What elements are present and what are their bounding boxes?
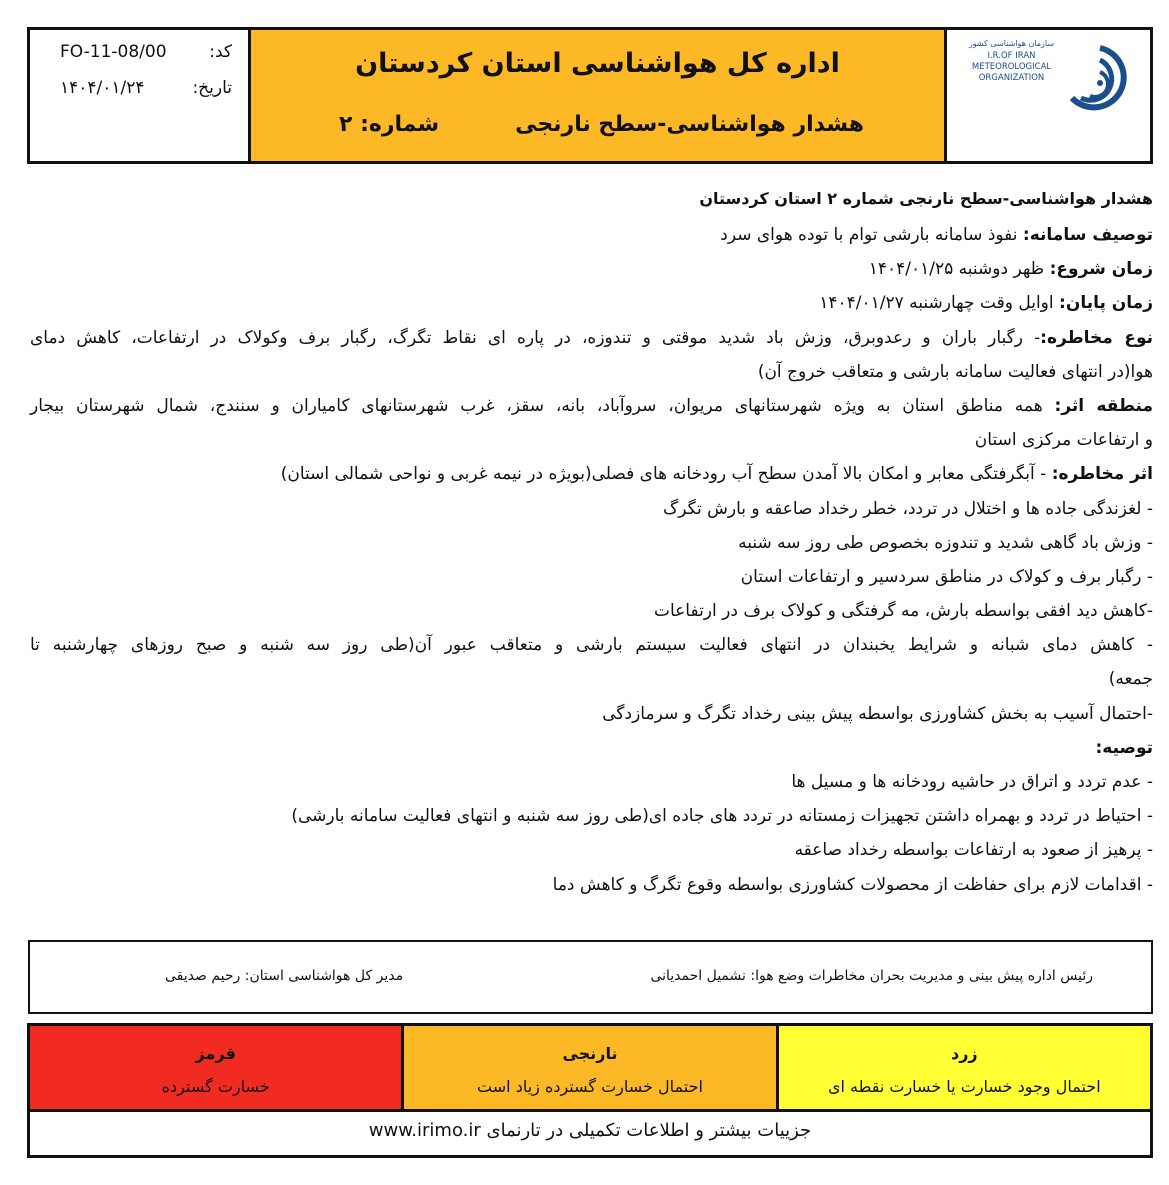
logo-fa-text: سازمان هواشناسی کشور bbox=[968, 39, 1055, 48]
effect-item: - رگبار برف و کولاک در مناطق سردسیر و ارتفاعات استان bbox=[740, 566, 1153, 587]
legend-orange bbox=[401, 1026, 778, 1109]
signatures-box bbox=[28, 940, 1153, 1014]
director-signature: مدیر کل هواشناسی استان: رحیم صدیقی bbox=[165, 968, 404, 984]
affected-area bbox=[30, 389, 1153, 423]
forecast-head-signature: رئیس اداره پیش بینی و مدیریت بحران مخاطرات وضع هوا: نشمیل احمدیانی bbox=[650, 968, 1093, 984]
legend-orange-desc: احتمال خسارت گسترده زیاد است bbox=[477, 1077, 703, 1096]
hazard-type bbox=[30, 321, 1153, 355]
legend-orange-title: نارنجی bbox=[562, 1044, 618, 1063]
legend-yellow-title: زرد bbox=[951, 1044, 978, 1063]
legend-red-title: قرمز bbox=[195, 1044, 236, 1063]
legend-red bbox=[30, 1026, 401, 1109]
hazard-effects bbox=[30, 457, 1153, 491]
logo-en-line3: ORGANIZATION bbox=[978, 73, 1045, 83]
advice-item: - عدم تردد و اتراق در حاشیه رودخانه ها و مسیل ها bbox=[791, 772, 1153, 792]
start-text: ظهر دوشنبه ۱۴۰۴/۰۱/۲۵ bbox=[868, 259, 1050, 280]
logo-wordmark bbox=[959, 38, 1064, 84]
area-text-2: و ارتفاعات مرکزی استان bbox=[974, 430, 1153, 451]
code-label: کد: bbox=[209, 42, 232, 62]
code-value: FO-11-08/00 bbox=[60, 42, 167, 62]
legend-yellow bbox=[779, 1026, 1150, 1109]
advice-item: - پرهیز از صعود به ارتفاعات بواسطه رخداد صاعقه bbox=[794, 840, 1153, 861]
area-text-1: همه مناطق استان به ویژه شهرستانهای مریوان، سروآباد، بانه، سقز، غرب شهرستانهای کامیاران و سنندج، شمال شهرستان بیجار bbox=[30, 395, 1055, 416]
warning-number: شماره: ۲ bbox=[339, 112, 440, 137]
logo-emblem-icon bbox=[1064, 38, 1136, 148]
logo-en-line1: I.R.OF IRAN bbox=[987, 51, 1036, 61]
advice-label: توصیه: bbox=[1095, 737, 1153, 758]
header-title-panel bbox=[251, 30, 947, 161]
effect-item: - وزش باد گاهی شدید و تندوزه بخصوص طی روز سه شنبه bbox=[738, 532, 1153, 553]
warning-body bbox=[30, 180, 1153, 902]
system-text: نفوذ سامانه بارشی توام با توده هوای سرد bbox=[720, 225, 1023, 245]
legend-levels bbox=[30, 1026, 1150, 1112]
logo-en-line2: METEOROLOGICAL bbox=[971, 62, 1052, 72]
code-row bbox=[30, 42, 248, 62]
date-row bbox=[30, 78, 248, 98]
irimo-logo bbox=[947, 30, 1150, 161]
effect-item: جمعه) bbox=[1108, 669, 1153, 690]
advice-item: - اقدامات لازم برای حفاظت از محصولات کشاورزی بواسطه وقوع تگرگ و کاهش دما bbox=[552, 874, 1153, 895]
effect-item: - لغزندگی جاده ها و اختلال در تردد، خطر رخداد صاعقه و بارش تگرگ bbox=[663, 498, 1153, 519]
date-label: تاریخ: bbox=[192, 78, 232, 98]
start-time bbox=[30, 252, 1153, 286]
advice-item: - احتیاط در تردد و بهمراه داشتن تجهیزات زمستانه در تردد های جاده ای(طی روز سه شنبه و انتهای فعالیت سامانه بارشی) bbox=[291, 806, 1153, 827]
effect-text-1: - آبگرفتگی معابر و امکان بالا آمدن سطح آب رودخانه های فصلی(بویژه در نیمه غربی و نواحی شمالی استان) bbox=[280, 464, 1052, 485]
hazard-text-2: هوا(در انتهای فعالیت سامانه بارشی و متعاقب خروج آن) bbox=[757, 361, 1153, 382]
document-meta bbox=[30, 30, 251, 161]
end-time bbox=[30, 286, 1153, 320]
effect-item: -کاهش دید افقی بواسطه بارش، مه گرفتگی و کولاک برف در ارتفاعات bbox=[653, 601, 1153, 622]
warning-header bbox=[27, 27, 1153, 164]
system-label: توصیف سامانه: bbox=[1022, 225, 1153, 245]
body-heading: هشدار هواشناسی-سطح نارنجی شماره ۲ استان کردستان bbox=[699, 189, 1153, 208]
warning-level-title: هشدار هواشناسی-سطح نارنجی bbox=[515, 112, 864, 137]
area-label: منطقه اثر: bbox=[1054, 395, 1153, 416]
legend-red-desc: خسارت گسترده bbox=[161, 1077, 270, 1096]
start-label: زمان شروع: bbox=[1049, 259, 1153, 280]
end-label: زمان پایان: bbox=[1059, 293, 1153, 314]
hazard-text-1: - رگبار باران و رعدوبرق، وزش باد شدید موقتی و تندوزه، در پاره ای نقاط تگرگ، رگبار برف وکولاک در ارتفاعات، کاهش دمای bbox=[30, 327, 1041, 348]
legend-yellow-desc: احتمال وجود خسارت یا خسارت نقطه ای bbox=[828, 1077, 1101, 1096]
effect-label: اثر مخاطره: bbox=[1051, 464, 1153, 485]
date-value: ۱۴۰۴/۰۱/۲۴ bbox=[60, 78, 145, 98]
website-footer: جزییات بیشتر و اطلاعات تکمیلی در تارنمای www.irimo.ir bbox=[368, 1120, 812, 1141]
advice-heading bbox=[30, 731, 1153, 765]
effect-item: - کاهش دمای شبانه و شرایط یخبندان در انتهای فعالیت سیستم بارشی و متعاقب عبور آن(طی روز سه شنبه و صبح روزهای چهارشنبه تا bbox=[30, 635, 1153, 656]
end-text: اوایل وقت چهارشنبه ۱۴۰۴/۰۱/۲۷ bbox=[819, 293, 1060, 314]
hazard-label: نوع مخاطره: bbox=[1040, 327, 1153, 348]
warning-level-legend bbox=[27, 1023, 1153, 1158]
effect-item: -احتمال آسیب به بخش کشاورزی بواسطه پیش بینی رخداد تگرگ و سرمازدگی bbox=[602, 703, 1153, 724]
office-title: اداره کل هواشناسی استان کردستان bbox=[355, 48, 840, 79]
system-description bbox=[30, 218, 1153, 252]
